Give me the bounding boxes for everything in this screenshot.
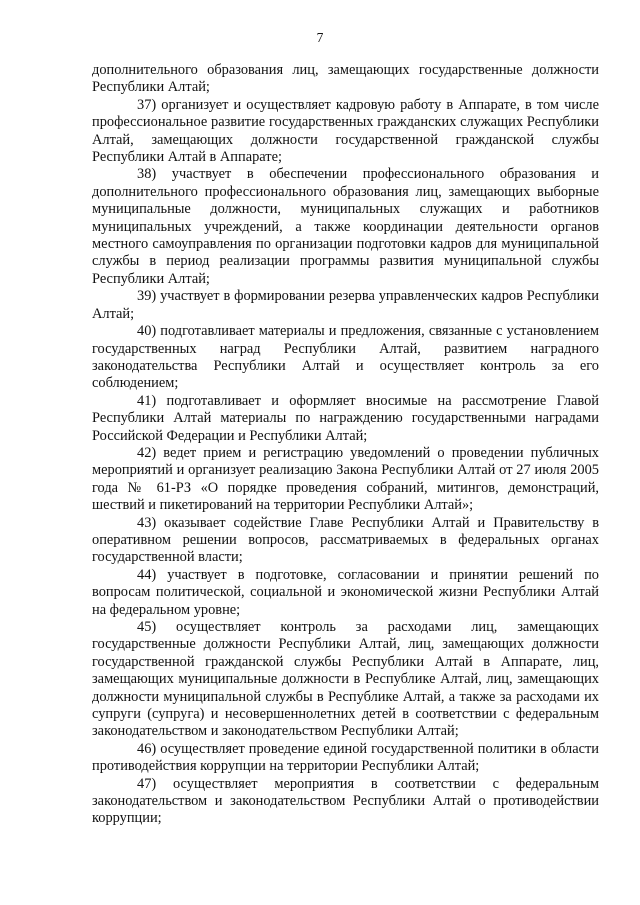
paragraph-41: 41) подготавливает и оформляет вносимые на рассмотрение Главой Республики Алтай материалы по награждению государственными наградами Российской Федерации и Республики Алтай;	[92, 392, 599, 444]
paragraph-40: 40) подготавливает материалы и предложения, связанные с установлением государственных наград Республики Алтай, развитием наградного законодательства Республики Алтай и осуществляет контроль за его соблюдением;	[92, 323, 599, 392]
document-body	[92, 62, 599, 828]
paragraph-43: 43) оказывает содействие Главе Республики Алтай и Правительству в оперативном решении вопросов, рассматриваемых в федеральных органах государственной власти;	[92, 514, 599, 566]
paragraph-38: 38) участвует в обеспечении профессионального образования и дополнительного профессионального образования лиц, замещающих выборные муниципальные должности, муниципальных служащих и работников муниципальных учреждений, а также координации деятельности органов местного самоуправления по организации подготовки кадров для муниципальной службы в период реализации программы развития муниципальной службы Республики Алтай;	[92, 166, 599, 287]
paragraph-37: 37) организует и осуществляет кадровую работу в Аппарате, в том числе профессиональное развитие государственных гражданских служащих Республики Алтай, замещающих должности государственной гражданской службы Республики Алтай в Аппарате;	[92, 96, 599, 166]
page-number: 7	[316, 30, 324, 45]
paragraph-45: 45) осуществляет контроль за расходами лиц, замещающих государственные должности Республики Алтай, лиц, замещающих должности государственной гражданской службы Республики Алтай в Аппарате, лиц, замещающих муниципальные должности в Республике Алтай, лиц, замещающих должности муниципальной службы в Республике Алтай, а также за расходами их супруги (супруга) и несовершеннолетних детей в соответствии с федеральным законодательством и законодательством Республики Алтай;	[92, 619, 599, 740]
paragraph-42: 42) ведет прием и регистрацию уведомлений о проведении публичных мероприятий и организует реализацию Закона Республики Алтай от 27 июля 2005 года № 61-РЗ «О порядке проведения собраний, митингов, демонстраций, шествий и пикетирований на территории Республики Алтай»;	[92, 444, 599, 514]
paragraph-39: 39) участвует в формировании резерва управленческих кадров Республики Алтай;	[92, 288, 599, 322]
paragraph-continuation: дополнительного образования лиц, замещающих государственные должности Республики Алтай;	[92, 62, 599, 96]
paragraph-47: 47) осуществляет мероприятия в соответствии с федеральным законодательством и законодательством Республики Алтай о противодействии коррупции;	[92, 775, 599, 827]
paragraph-46: 46) осуществляет проведение единой государственной политики в области противодействия коррупции на территории Республики Алтай;	[92, 740, 599, 775]
paragraph-44: 44) участвует в подготовке, согласовании и принятии решений по вопросам политической, социальной и экономической жизни Республики Алтай на федеральном уровне;	[92, 566, 599, 618]
